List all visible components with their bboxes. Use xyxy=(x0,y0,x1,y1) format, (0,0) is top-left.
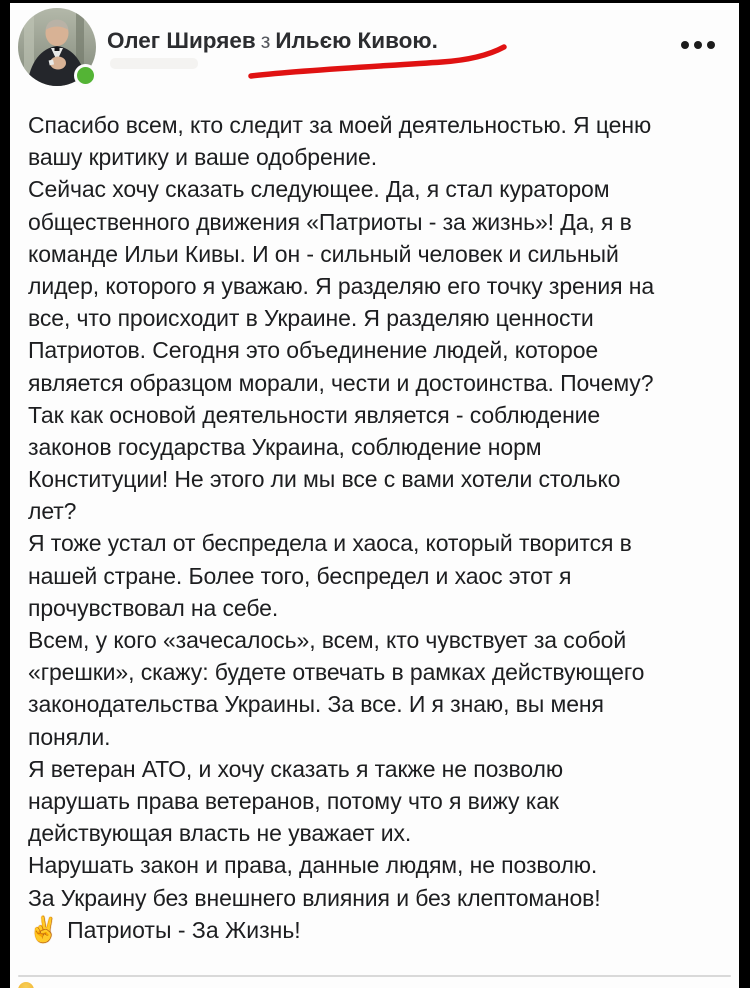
post-text-line: общественного движения «Патриоты - за жизнь»! Да, я в xyxy=(28,208,632,235)
post-footer-line xyxy=(28,914,301,946)
connector-word: з xyxy=(260,30,271,53)
post-text-line: вашу критику и ваше одобрение. xyxy=(28,144,377,171)
post-text-line: Спасибо всем, кто следит за моей деятельностью. Я ценю xyxy=(28,112,652,138)
post-text-line: Нарушать закон и права, данные людям, не позволю. xyxy=(28,852,598,879)
timestamp-smudge xyxy=(110,58,198,69)
post-text-line: Я ветеран АТО, и хочу сказать я также не позволю xyxy=(28,755,564,782)
post-text-line: является образцом морали, чести и достоинства. Почему? xyxy=(28,369,654,396)
footer-slogan-text: Патриоты - За Жизнь! xyxy=(67,917,301,943)
post-text-line: команде Ильи Кивы. И он - сильный человек и сильный xyxy=(28,240,619,267)
post-text-line: Всем, у кого «зачесалось», всем, кто чувствует за собой xyxy=(28,627,627,653)
post-text-line: прочувствовал на себе. xyxy=(28,594,279,621)
post-text-line: действующая власть не уважает их. xyxy=(28,820,412,847)
post-body-lines xyxy=(28,109,733,914)
post-text-line: поняли. xyxy=(28,723,111,750)
post-author-line xyxy=(107,27,438,55)
post-text-line: Патриотов. Сегодня это объединение людей, которое xyxy=(28,337,599,364)
dot-icon xyxy=(694,41,702,49)
dot-icon xyxy=(707,41,715,49)
post-text-line: Я тоже устал от беспредела и хаоса, который творится в xyxy=(28,530,632,557)
post-text-line: «грешки», скажу: будете отвечать в рамках действующего xyxy=(28,659,645,686)
post-text-line: законов государства Украина, соблюдение норм xyxy=(28,433,542,460)
post-text-line: законодательства Украины. За все. И я знаю, вы меня xyxy=(28,691,604,718)
post-text-line: Так как основой деятельности является - соблюдение xyxy=(28,401,601,428)
post-text-line: За Украину без внешнего влияния и без клептоманов! xyxy=(28,884,601,911)
post-text-line: лет? xyxy=(28,498,77,525)
tagged-person-link[interactable]: Ильєю Кивою. xyxy=(275,28,438,53)
post-text-line: нарушать права ветеранов, потому что я вижу как xyxy=(28,787,559,814)
post-text-line: лидер, которого я уважаю. Я разделяю его точку зрения на xyxy=(28,272,655,299)
author-name-link[interactable]: Олег Ширяев xyxy=(107,28,256,53)
reaction-emoji-partial-icon xyxy=(18,982,34,988)
post-text-line: нашей стране. Более того, беспредел и хаос этот я xyxy=(28,562,572,589)
divider xyxy=(18,975,731,977)
post-text-line: все, что происходит в Украине. Я разделяю ценности xyxy=(28,305,594,332)
post-card xyxy=(10,3,739,988)
post-text-line: Сейчас хочу сказать следующее. Да, я стал куратором xyxy=(28,176,610,203)
more-options-button[interactable] xyxy=(679,35,717,55)
victory-hand-emoji-icon: ✌ xyxy=(28,916,60,944)
post-text-line: Конституции! Не этого ли мы все с вами хотели столько xyxy=(28,466,621,493)
online-status-dot-icon xyxy=(74,64,97,87)
dot-icon xyxy=(681,41,689,49)
